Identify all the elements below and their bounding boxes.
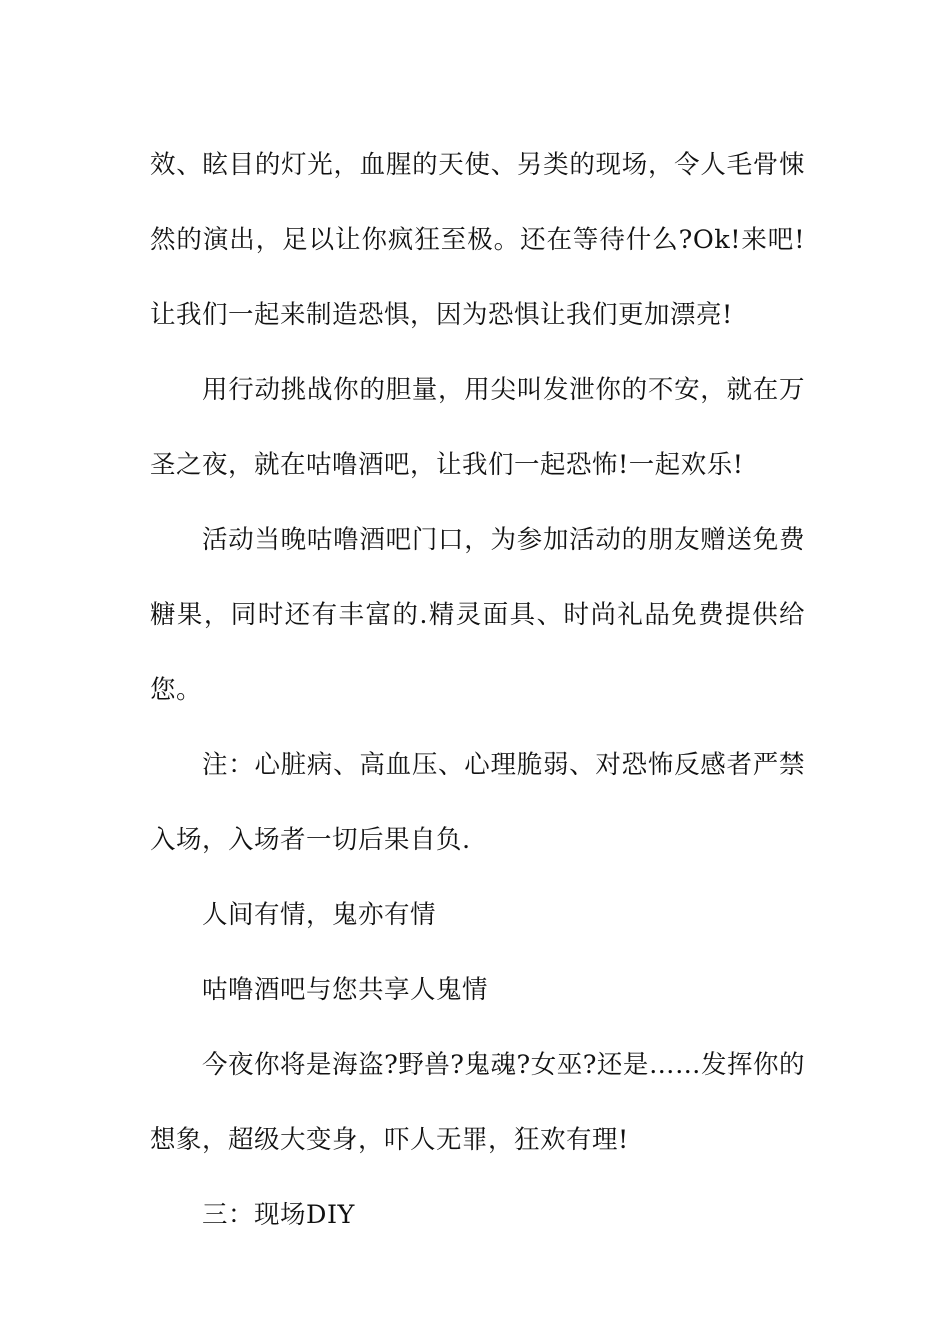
paragraph-costume: 今夜你将是海盗?野兽?鬼魂?女巫?还是……发挥你的想象，超级大变身，吓人无罪，狂欢有理! (150, 1050, 805, 1155)
section-heading-diy: 三：现场DIY (202, 1200, 355, 1230)
paragraph-challenge: 用行动挑战你的胆量，用尖叫发泄你的不安，就在万圣之夜，就在咕噜酒吧，让我们一起恐怖!一起欢乐! (150, 375, 805, 480)
paragraph-slogan-2: 咕噜酒吧与您共享人鬼情 (202, 975, 489, 1005)
document-body (150, 128, 805, 1253)
paragraph-notice: 注：心脏病、高血压、心理脆弱、对恐怖反感者严禁入场，入场者一切后果自负. (150, 750, 805, 855)
paragraph-slogan-1: 人间有情，鬼亦有情 (202, 900, 437, 930)
paragraph-gifts: 活动当晚咕噜酒吧门口，为参加活动的朋友赠送免费糖果，同时还有丰富的.精灵面具、时尚礼品免费提供给您。 (150, 525, 805, 705)
paragraph-continuation: 效、眩目的灯光，血腥的天使、另类的现场，令人毛骨悚然的演出，足以让你疯狂至极。还在等待什么?Ok!来吧!让我们一起来制造恐惧，因为恐惧让我们更加漂亮! (150, 150, 805, 330)
